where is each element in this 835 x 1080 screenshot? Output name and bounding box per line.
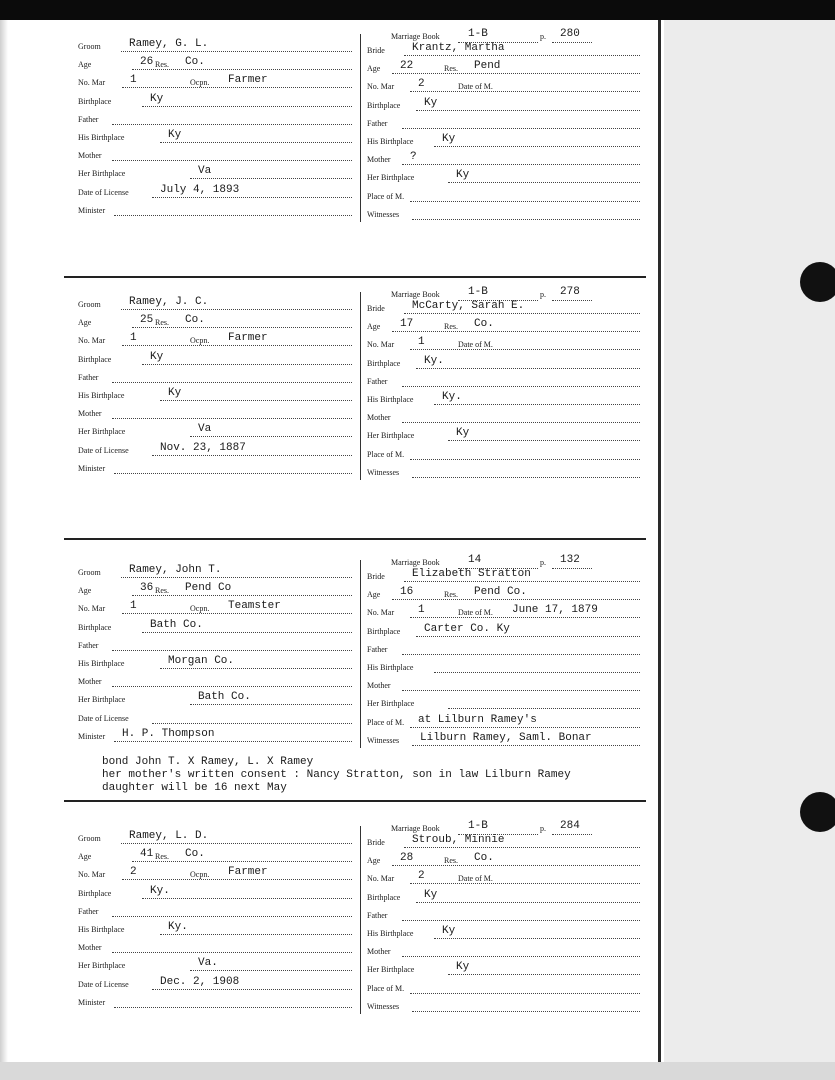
bride-date-of-m-value: June 17, 1879 (512, 604, 598, 617)
page-value: 278 (560, 286, 580, 298)
groom-his-birthplace-label: His Birthplace (78, 391, 125, 400)
card-separator-rule (64, 276, 646, 278)
groom-his-birthplace-value: Morgan Co. (168, 655, 235, 667)
groom-ocpn-value: Farmer (228, 74, 268, 87)
bride-his-birthplace-line (434, 404, 640, 405)
groom-no-mar-value: 2 (130, 866, 137, 879)
bride-no-mar-label: No. Mar (367, 608, 395, 618)
bride-mother-label: Mother (367, 155, 391, 165)
bride-witnesses-line (412, 745, 640, 746)
scan-top-border (0, 0, 835, 20)
bride-age-line (392, 865, 640, 866)
groom-his-birthplace-line (160, 934, 352, 935)
groom-minister-line (114, 741, 352, 742)
bride-her-birthplace-line (448, 182, 640, 183)
scan-right-margin (664, 20, 835, 1080)
bride-witnesses-label: Witnesses (367, 467, 400, 477)
marriage-book-label: Marriage Book (391, 290, 440, 299)
scan-bottom-edge (0, 1062, 835, 1080)
bride-no-mar-value: 2 (418, 78, 425, 91)
groom-birthplace-line (142, 898, 352, 899)
bride-witnesses-line (412, 477, 640, 478)
groom-age-line (132, 861, 352, 862)
groom-his-birthplace-line (160, 400, 352, 401)
bride-no-mar-line (410, 91, 640, 92)
bride-no-mar-line (410, 617, 640, 618)
punch-hole-mark (800, 792, 835, 832)
bride-bride-label: Bride (367, 46, 385, 55)
bride-name-value: Stroub, Minnie (412, 834, 505, 846)
groom-name-value: Ramey, L. D. (129, 830, 209, 842)
groom-mother-line (112, 418, 352, 419)
bride-place-of-m-label: Place of M. (367, 983, 405, 993)
groom-date-of-license-line (152, 723, 352, 724)
bride-no-mar-value: 1 (418, 604, 425, 617)
bride-no-mar-line (410, 883, 640, 884)
groom-mother-label: Mother (78, 943, 102, 953)
groom-date-of-license-value: Nov. 23, 1887 (160, 441, 246, 454)
groom-name-value: Ramey, J. C. (129, 296, 209, 308)
bride-place-of-m-line (410, 727, 640, 728)
groom-birthplace-label: Birthplace (78, 96, 112, 106)
bride-father-label: Father (367, 910, 388, 920)
groom-his-birthplace-line (160, 142, 352, 143)
record-note-line: bond John T. X Ramey, L. X Ramey (102, 756, 314, 768)
groom-her-birthplace-line (190, 436, 352, 437)
groom-birthplace-line (142, 106, 352, 107)
groom-res-value: Co. (185, 56, 205, 69)
groom-age-value: 26 (140, 56, 154, 69)
groom-her-birthplace-value: Va. (198, 957, 218, 970)
groom-mother-line (112, 686, 352, 687)
groom-mother-line (112, 952, 352, 953)
page-label: p. (540, 290, 546, 299)
groom-father-label: Father (78, 640, 99, 650)
page-label: p. (540, 32, 546, 41)
bride-mother-label: Mother (367, 413, 391, 423)
groom-ocpn-value: Farmer (228, 866, 268, 879)
card-separator-rule (64, 538, 646, 540)
page-value: 132 (560, 554, 580, 566)
bride-his-birthplace-label: His Birthplace (367, 929, 414, 938)
groom-minister-label: Minister (78, 997, 106, 1007)
bride-age-label: Age (367, 590, 381, 600)
groom-date-of-license-line (152, 197, 352, 198)
groom-mother-label: Mother (78, 677, 102, 687)
groom-age-label: Age (78, 318, 92, 328)
groom-her-birthplace-line (190, 178, 352, 179)
groom-no-mar-label: No. Mar (78, 78, 106, 88)
groom-age-line (132, 327, 352, 328)
bride-age-value: 17 (400, 318, 414, 331)
record-note-line: daughter will be 16 next May (102, 782, 287, 794)
bride-no-mar-line (410, 349, 640, 350)
bride-birthplace-label: Birthplace (367, 892, 401, 902)
groom-her-birthplace-label: Her Birthplace (78, 961, 126, 971)
bride-place-of-m-label: Place of M. (367, 717, 405, 727)
groom-father-label: Father (78, 114, 99, 124)
bride-mother-label: Mother (367, 681, 391, 691)
bride-res-label: Res. (444, 322, 458, 332)
bride-father-line (402, 386, 640, 387)
groom-no-mar-label: No. Mar (78, 870, 106, 880)
page-value: 280 (560, 28, 580, 40)
marriage-book-value: 1-B (468, 28, 488, 40)
bride-birthplace-value: Carter Co. Ky (424, 622, 510, 635)
bride-bride-line (404, 55, 640, 56)
bride-her-birthplace-line (448, 708, 640, 709)
bride-age-value: 16 (400, 586, 414, 599)
bride-bride-label: Bride (367, 572, 385, 581)
groom-no-mar-line (122, 87, 352, 88)
groom-groom-label: Groom (78, 834, 101, 843)
bride-res-value: Co. (474, 852, 494, 865)
bride-no-mar-value: 2 (418, 870, 425, 883)
groom-minister-line (114, 215, 352, 216)
marriage-book-value: 1-B (468, 820, 488, 832)
groom-mother-label: Mother (78, 409, 102, 419)
groom-name-value: Ramey, John T. (129, 564, 222, 576)
groom-minister-line (114, 473, 352, 474)
bride-res-value: Pend (474, 60, 501, 73)
groom-ocpn-label: Ocpn. (190, 78, 210, 88)
bride-no-mar-label: No. Mar (367, 82, 395, 92)
bride-birthplace-value: Ky. (424, 354, 444, 367)
groom-no-mar-line (122, 879, 352, 880)
card-separator-rule (64, 800, 646, 802)
groom-age-line (132, 69, 352, 70)
marriage-book-value: 14 (468, 554, 482, 566)
groom-groom-line (121, 843, 352, 844)
groom-birthplace-label: Birthplace (78, 622, 112, 632)
bride-her-birthplace-label: Her Birthplace (367, 965, 415, 975)
groom-her-birthplace-line (190, 704, 352, 705)
column-divider (360, 826, 361, 1014)
bride-bride-line (404, 581, 640, 582)
bride-bride-line (404, 313, 640, 314)
groom-ocpn-value: Farmer (228, 332, 268, 345)
groom-birthplace-label: Birthplace (78, 888, 112, 898)
groom-ocpn-label: Ocpn. (190, 870, 210, 880)
bride-birthplace-line (416, 110, 640, 111)
page-label: p. (540, 558, 546, 567)
groom-no-mar-value: 1 (130, 74, 137, 87)
groom-ocpn-label: Ocpn. (190, 336, 210, 346)
groom-no-mar-line (122, 613, 352, 614)
groom-groom-line (121, 309, 352, 310)
groom-date-of-license-value: Dec. 2, 1908 (160, 975, 240, 988)
bride-place-of-m-value: at Lilburn Ramey's (418, 713, 537, 726)
scan-left-edge (0, 20, 8, 1080)
bride-res-value: Pend Co. (474, 586, 527, 599)
page-line (552, 42, 592, 43)
groom-date-of-license-label: Date of License (78, 979, 129, 989)
groom-his-birthplace-value: Ky (168, 387, 182, 399)
bride-mother-line (402, 164, 640, 165)
groom-minister-label: Minister (78, 731, 106, 741)
page-value: 284 (560, 820, 580, 832)
bride-his-birthplace-label: His Birthplace (367, 137, 414, 146)
groom-groom-label: Groom (78, 42, 101, 51)
groom-his-birthplace-value: Ky. (168, 921, 188, 933)
bride-birthplace-label: Birthplace (367, 626, 401, 636)
bride-his-birthplace-value: Ky. (442, 391, 462, 403)
groom-date-of-license-label: Date of License (78, 187, 129, 197)
bride-age-value: 22 (400, 60, 414, 73)
column-divider (360, 292, 361, 480)
groom-minister-value: H. P. Thompson (122, 727, 215, 740)
bride-witnesses-line (412, 219, 640, 220)
page-line (552, 568, 592, 569)
groom-father-line (112, 382, 352, 383)
bride-birthplace-line (416, 368, 640, 369)
groom-his-birthplace-value: Ky (168, 129, 182, 141)
bride-date-of-m-label: Date of M. (458, 82, 493, 92)
groom-father-label: Father (78, 372, 99, 382)
bride-place-of-m-line (410, 459, 640, 460)
groom-groom-label: Groom (78, 300, 101, 309)
bride-date-of-m-label: Date of M. (458, 874, 493, 884)
bride-her-birthplace-value: Ky (456, 961, 470, 974)
groom-res-value: Co. (185, 848, 205, 861)
scan-vertical-rule (658, 20, 661, 1080)
bride-birthplace-line (416, 636, 640, 637)
marriage-book-value: 1-B (468, 286, 488, 298)
groom-father-line (112, 650, 352, 651)
bride-mother-line (402, 690, 640, 691)
marriage-book-label: Marriage Book (391, 824, 440, 833)
groom-minister-line (114, 1007, 352, 1008)
bride-res-label: Res. (444, 64, 458, 74)
groom-age-value: 41 (140, 848, 154, 861)
bride-witnesses-label: Witnesses (367, 735, 400, 745)
bride-mother-line (402, 422, 640, 423)
groom-birthplace-value: Ky (150, 92, 164, 105)
groom-no-mar-value: 1 (130, 600, 137, 613)
bride-her-birthplace-label: Her Birthplace (367, 699, 415, 709)
marriage-book-label: Marriage Book (391, 558, 440, 567)
bride-father-label: Father (367, 644, 388, 654)
groom-age-value: 25 (140, 314, 154, 327)
groom-age-line (132, 595, 352, 596)
groom-mother-label: Mother (78, 151, 102, 161)
groom-his-birthplace-label: His Birthplace (78, 925, 125, 934)
record-note-line: her mother's written consent : Nancy Stratton, son in law Lilburn Ramey (102, 769, 571, 781)
groom-age-label: Age (78, 60, 92, 70)
bride-birthplace-line (416, 902, 640, 903)
groom-birthplace-label: Birthplace (78, 354, 112, 364)
groom-no-mar-line (122, 345, 352, 346)
bride-birthplace-value: Ky (424, 888, 438, 901)
groom-groom-line (121, 577, 352, 578)
bride-his-birthplace-label: His Birthplace (367, 395, 414, 404)
groom-birthplace-value: Bath Co. (150, 618, 203, 631)
groom-ocpn-label: Ocpn. (190, 604, 210, 614)
groom-her-birthplace-line (190, 970, 352, 971)
groom-his-birthplace-line (160, 668, 352, 669)
bride-his-birthplace-value: Ky (442, 133, 456, 145)
groom-groom-line (121, 51, 352, 52)
groom-age-value: 36 (140, 582, 154, 595)
bride-witnesses-line (412, 1011, 640, 1012)
bride-place-of-m-label: Place of M. (367, 191, 405, 201)
bride-her-birthplace-line (448, 440, 640, 441)
bride-bride-line (404, 847, 640, 848)
groom-date-of-license-label: Date of License (78, 713, 129, 723)
groom-groom-label: Groom (78, 568, 101, 577)
bride-date-of-m-label: Date of M. (458, 608, 493, 618)
bride-mother-line (402, 956, 640, 957)
bride-name-value: McCarty, Sarah E. (412, 300, 525, 312)
bride-age-line (392, 73, 640, 74)
bride-his-birthplace-value: Ky (442, 925, 456, 937)
bride-place-of-m-label: Place of M. (367, 449, 405, 459)
bride-res-value: Co. (474, 318, 494, 331)
bride-age-value: 28 (400, 852, 414, 865)
page-line (552, 834, 592, 835)
bride-father-line (402, 654, 640, 655)
bride-father-label: Father (367, 118, 388, 128)
groom-res-value: Co. (185, 314, 205, 327)
bride-no-mar-label: No. Mar (367, 874, 395, 884)
page-label: p. (540, 824, 546, 833)
groom-res-label: Res. (155, 852, 169, 862)
groom-date-of-license-line (152, 455, 352, 456)
groom-her-birthplace-value: Va (198, 165, 212, 178)
groom-mother-line (112, 160, 352, 161)
groom-no-mar-value: 1 (130, 332, 137, 345)
bride-no-mar-label: No. Mar (367, 340, 395, 350)
groom-her-birthplace-value: Bath Co. (198, 691, 251, 704)
groom-res-value: Pend Co (185, 582, 232, 595)
bride-birthplace-label: Birthplace (367, 358, 401, 368)
bride-her-birthplace-value: Ky (456, 427, 470, 440)
bride-father-line (402, 128, 640, 129)
bride-her-birthplace-value: Ky (456, 169, 470, 182)
bride-age-line (392, 599, 640, 600)
bride-birthplace-label: Birthplace (367, 100, 401, 110)
groom-her-birthplace-label: Her Birthplace (78, 169, 126, 179)
bride-date-of-m-label: Date of M. (458, 340, 493, 350)
bride-age-label: Age (367, 64, 381, 74)
groom-res-label: Res. (155, 318, 169, 328)
groom-res-label: Res. (155, 60, 169, 70)
groom-her-birthplace-label: Her Birthplace (78, 695, 126, 705)
bride-father-line (402, 920, 640, 921)
bride-age-line (392, 331, 640, 332)
bride-age-label: Age (367, 856, 381, 866)
column-divider (360, 560, 361, 748)
groom-father-line (112, 916, 352, 917)
bride-age-label: Age (367, 322, 381, 332)
groom-her-birthplace-value: Va (198, 423, 212, 436)
bride-his-birthplace-line (434, 146, 640, 147)
groom-his-birthplace-label: His Birthplace (78, 133, 125, 142)
bride-her-birthplace-label: Her Birthplace (367, 173, 415, 183)
groom-age-label: Age (78, 852, 92, 862)
groom-res-label: Res. (155, 586, 169, 596)
groom-father-label: Father (78, 906, 99, 916)
bride-place-of-m-line (410, 993, 640, 994)
groom-minister-label: Minister (78, 205, 106, 215)
groom-birthplace-line (142, 632, 352, 633)
groom-date-of-license-line (152, 989, 352, 990)
bride-his-birthplace-line (434, 672, 640, 673)
bride-name-value: Krantz, Martha (412, 42, 505, 54)
groom-ocpn-value: Teamster (228, 600, 281, 613)
bride-res-label: Res. (444, 590, 458, 600)
bride-no-mar-value: 1 (418, 336, 425, 349)
bride-name-value: Elizabeth Stratton (412, 568, 531, 580)
bride-mother-label: Mother (367, 947, 391, 957)
bride-his-birthplace-label: His Birthplace (367, 663, 414, 672)
groom-date-of-license-label: Date of License (78, 445, 129, 455)
bride-her-birthplace-label: Her Birthplace (367, 431, 415, 441)
marriage-book-label: Marriage Book (391, 32, 440, 41)
bride-res-label: Res. (444, 856, 458, 866)
groom-date-of-license-value: July 4, 1893 (160, 183, 240, 196)
column-divider (360, 34, 361, 222)
groom-birthplace-value: Ky (150, 350, 164, 363)
bride-place-of-m-line (410, 201, 640, 202)
groom-birthplace-value: Ky. (150, 884, 170, 897)
groom-age-label: Age (78, 586, 92, 596)
bride-witnesses-value: Lilburn Ramey, Saml. Bonar (420, 731, 592, 744)
bride-her-birthplace-line (448, 974, 640, 975)
bride-bride-label: Bride (367, 304, 385, 313)
bride-birthplace-value: Ky (424, 96, 438, 109)
groom-his-birthplace-label: His Birthplace (78, 659, 125, 668)
bride-father-label: Father (367, 376, 388, 386)
groom-birthplace-line (142, 364, 352, 365)
groom-minister-label: Minister (78, 463, 106, 473)
groom-father-line (112, 124, 352, 125)
bride-his-birthplace-line (434, 938, 640, 939)
groom-name-value: Ramey, G. L. (129, 38, 209, 50)
bride-witnesses-label: Witnesses (367, 1001, 400, 1011)
bride-witnesses-label: Witnesses (367, 209, 400, 219)
groom-no-mar-label: No. Mar (78, 336, 106, 346)
bride-bride-label: Bride (367, 838, 385, 847)
page-line (552, 300, 592, 301)
groom-no-mar-label: No. Mar (78, 604, 106, 614)
bride-mother-value: ? (410, 151, 417, 164)
punch-hole-mark (800, 262, 835, 302)
groom-her-birthplace-label: Her Birthplace (78, 427, 126, 437)
